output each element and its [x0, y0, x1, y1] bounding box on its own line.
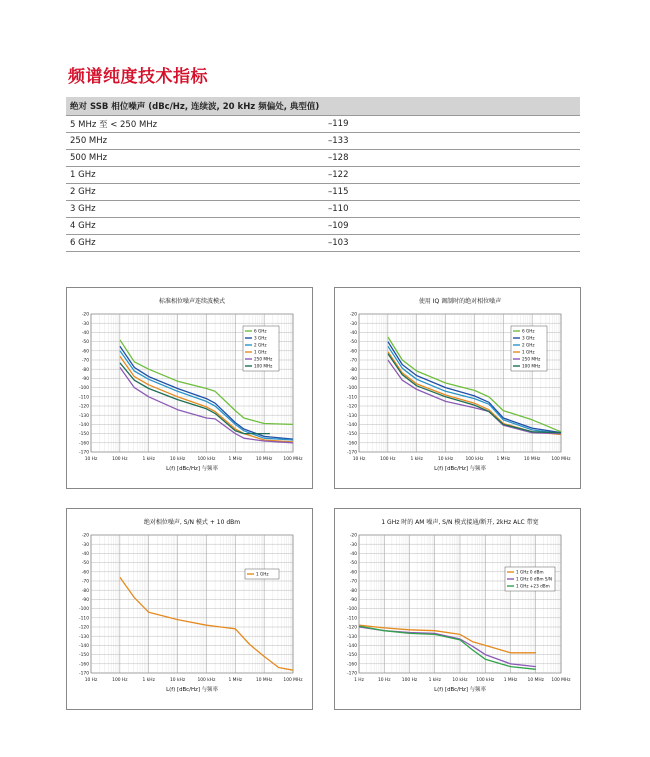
value-cell: –103 [324, 235, 580, 252]
y-tick-label: -170 [347, 450, 357, 456]
chart-panel-3 [66, 508, 313, 710]
y-tick-label: -60 [81, 570, 89, 576]
y-tick-label: -90 [81, 598, 89, 603]
x-tick-label: 10 MHz [255, 457, 273, 462]
y-tick-label: -40 [349, 331, 357, 336]
x-tick-label: 1 kHz [142, 678, 155, 683]
y-tick-label: -90 [349, 598, 357, 603]
x-tick-label: 100 MHz [283, 678, 303, 683]
y-tick-label: -160 [347, 441, 357, 447]
x-tick-label: 10 Hz [84, 678, 98, 683]
y-tick-label: -50 [349, 561, 357, 567]
x-tick-label: 100 Hz [112, 678, 128, 683]
y-tick-label: -160 [79, 441, 89, 447]
y-tick-label: -130 [347, 634, 357, 640]
legend-entry: 1 GHz [254, 349, 267, 355]
freq-cell: 5 MHz 至 < 250 MHz [66, 116, 324, 133]
legend-entry: 250 MHz [254, 356, 273, 362]
x-tick-label: 1 kHz [142, 457, 155, 462]
y-tick-label: -110 [347, 395, 357, 401]
x-tick-label: 100 Hz [380, 457, 396, 462]
x-tick-label: 10 kHz [438, 457, 454, 462]
legend-entry: 100 MHz [254, 363, 273, 369]
x-tick-label: 1 MHz [228, 457, 243, 462]
y-tick-label: -90 [349, 377, 357, 382]
y-tick-label: -80 [349, 367, 357, 373]
chart-title: 使用 IQ 调制时的绝对相位噪声 [418, 298, 502, 305]
x-tick-label: 10 Hz [377, 678, 391, 683]
x-tick-label: 1 MHz [228, 678, 243, 683]
value-cell: –110 [324, 201, 580, 218]
legend-entry: 6 GHz [522, 328, 535, 334]
freq-cell: 500 MHz [66, 150, 324, 167]
table-row [66, 116, 580, 133]
y-tick-label: -100 [347, 386, 357, 392]
x-tick-label: 100 kHz [197, 678, 216, 683]
table-row [66, 218, 580, 235]
y-tick-label: -150 [79, 432, 89, 438]
y-tick-label: -20 [81, 312, 89, 318]
x-tick-label: 10 Hz [352, 457, 366, 462]
y-tick-label: -30 [349, 321, 357, 327]
x-tick-label: 10 MHz [255, 678, 273, 683]
value-cell: –109 [324, 218, 580, 235]
x-tick-label: 10 MHz [523, 457, 541, 462]
y-tick-label: -50 [81, 340, 89, 346]
value-cell: –119 [324, 116, 580, 133]
legend-entry: 250 MHz [522, 356, 541, 362]
table-row [66, 201, 580, 218]
legend-entry: 1 GHz [256, 571, 269, 577]
chart-panel-2 [334, 287, 581, 489]
y-tick-label: -30 [81, 542, 89, 548]
table-row [66, 150, 580, 167]
table-row [66, 133, 580, 150]
chart-iq-modulation [335, 288, 580, 488]
y-tick-label: -140 [347, 423, 357, 428]
legend-entry: 3 GHz [254, 335, 267, 341]
y-tick-label: -120 [79, 404, 89, 410]
x-tick-label: 10 Hz [84, 457, 98, 462]
y-tick-label: -60 [81, 349, 89, 355]
value-cell: –122 [324, 167, 580, 184]
y-tick-label: -170 [79, 671, 89, 677]
y-tick-label: -130 [79, 634, 89, 640]
y-tick-label: -120 [347, 625, 357, 631]
chart-title: 1 GHz 时的 AM 噪声, S/N 模式接通/断开, 2kHz ALC 带宽 [381, 519, 539, 526]
y-tick-label: -170 [347, 671, 357, 677]
chart-title: 标准相位噪声连续波模式 [158, 298, 226, 305]
chart-am-noise [335, 509, 580, 709]
y-tick-label: -110 [79, 616, 89, 622]
y-tick-label: -160 [79, 662, 89, 668]
y-tick-label: -20 [349, 312, 357, 318]
y-tick-label: -70 [81, 358, 89, 364]
y-tick-label: -70 [349, 358, 357, 364]
x-tick-label: 10 kHz [170, 678, 186, 683]
y-tick-label: -150 [347, 432, 357, 438]
freq-cell: 250 MHz [66, 133, 324, 150]
y-tick-label: -80 [349, 588, 357, 594]
y-tick-label: -100 [79, 386, 89, 392]
spec-table [66, 97, 580, 252]
y-tick-label: -40 [349, 552, 357, 557]
y-tick-label: -130 [347, 413, 357, 419]
legend-entry: 1 GHz 0 dBm S/N [516, 576, 553, 582]
freq-cell: 6 GHz [66, 235, 324, 252]
x-tick-label: 1 MHz [496, 457, 511, 462]
y-tick-label: -120 [347, 404, 357, 410]
x-axis-label: L(f) [dBc/Hz] 与频率 [434, 466, 486, 472]
y-tick-label: -160 [347, 662, 357, 668]
value-cell: –133 [324, 133, 580, 150]
y-tick-label: -70 [81, 579, 89, 585]
y-tick-label: -170 [79, 450, 89, 456]
x-axis-label: L(f) [dBc/Hz] 与频率 [166, 466, 218, 472]
x-tick-label: 10 kHz [452, 678, 468, 683]
y-tick-label: -20 [349, 533, 357, 539]
x-axis-label: L(f) [dBc/Hz] 与频率 [166, 687, 218, 693]
x-tick-label: 100 kHz [465, 457, 484, 462]
table-row [66, 167, 580, 184]
y-tick-label: -80 [81, 367, 89, 373]
table-row [66, 184, 580, 201]
table-row [66, 235, 580, 252]
legend-entry: 1 GHz +23 dBm [516, 583, 550, 589]
y-tick-label: -60 [349, 349, 357, 355]
y-tick-label: -60 [349, 570, 357, 576]
chart-title: 绝对相位噪声, S/N 模式 + 10 dBm [143, 519, 241, 526]
legend-entry: 1 GHz 0 dBm [516, 569, 544, 575]
x-tick-label: 100 kHz [476, 678, 495, 683]
legend-entry: 2 GHz [254, 342, 267, 348]
legend-entry: 100 MHz [522, 363, 541, 369]
y-tick-label: -50 [349, 340, 357, 346]
page-title: 频谱纯度技术指标 [68, 67, 208, 87]
x-tick-label: 10 kHz [170, 457, 186, 462]
y-tick-label: -140 [79, 644, 89, 649]
y-tick-label: -30 [349, 542, 357, 548]
y-tick-label: -150 [79, 653, 89, 659]
x-tick-label: 1 Hz [354, 678, 364, 683]
chart-panel-4 [334, 508, 581, 710]
y-tick-label: -80 [81, 588, 89, 594]
y-tick-label: -140 [347, 644, 357, 649]
y-tick-label: -120 [79, 625, 89, 631]
y-tick-label: -100 [347, 607, 357, 613]
x-tick-label: 100 Hz [112, 457, 128, 462]
x-axis-label: L(f) [dBc/Hz] 与频率 [434, 687, 486, 693]
y-tick-label: -140 [79, 423, 89, 428]
y-tick-label: -150 [347, 653, 357, 659]
legend-entry: 2 GHz [522, 342, 535, 348]
y-tick-label: -30 [81, 321, 89, 327]
y-tick-label: -40 [81, 331, 89, 336]
x-tick-label: 100 kHz [197, 457, 216, 462]
y-tick-label: -90 [81, 377, 89, 382]
y-tick-label: -70 [349, 579, 357, 585]
spec-table-header: 绝对 SSB 相位噪声 (dBc/Hz, 连续波, 20 kHz 频偏处, 典型值) [66, 97, 580, 116]
x-tick-label: 1 MHz [503, 678, 518, 683]
chart-panel-1 [66, 287, 313, 489]
value-cell: –115 [324, 184, 580, 201]
y-tick-label: -40 [81, 552, 89, 557]
y-tick-label: -50 [81, 561, 89, 567]
x-tick-label: 100 MHz [551, 457, 571, 462]
legend-entry: 1 GHz [522, 349, 535, 355]
spec-table-header-row [66, 97, 580, 116]
y-tick-label: -110 [347, 616, 357, 622]
freq-cell: 2 GHz [66, 184, 324, 201]
y-tick-label: -130 [79, 413, 89, 419]
x-tick-label: 10 MHz [527, 678, 544, 683]
freq-cell: 3 GHz [66, 201, 324, 218]
y-tick-label: -100 [79, 607, 89, 613]
x-tick-label: 100 Hz [401, 678, 418, 683]
chart-standard-cw [67, 288, 312, 488]
legend-entry: 3 GHz [522, 335, 535, 341]
y-tick-label: -110 [79, 395, 89, 401]
freq-cell: 1 GHz [66, 167, 324, 184]
y-tick-label: -20 [81, 533, 89, 539]
x-tick-label: 100 MHz [551, 678, 571, 683]
value-cell: –128 [324, 150, 580, 167]
x-tick-label: 1 kHz [410, 457, 423, 462]
x-tick-label: 100 MHz [283, 457, 303, 462]
x-tick-label: 1 kHz [428, 678, 441, 683]
chart-sn-mode [67, 509, 312, 709]
freq-cell: 4 GHz [66, 218, 324, 235]
legend-entry: 6 GHz [254, 328, 267, 334]
